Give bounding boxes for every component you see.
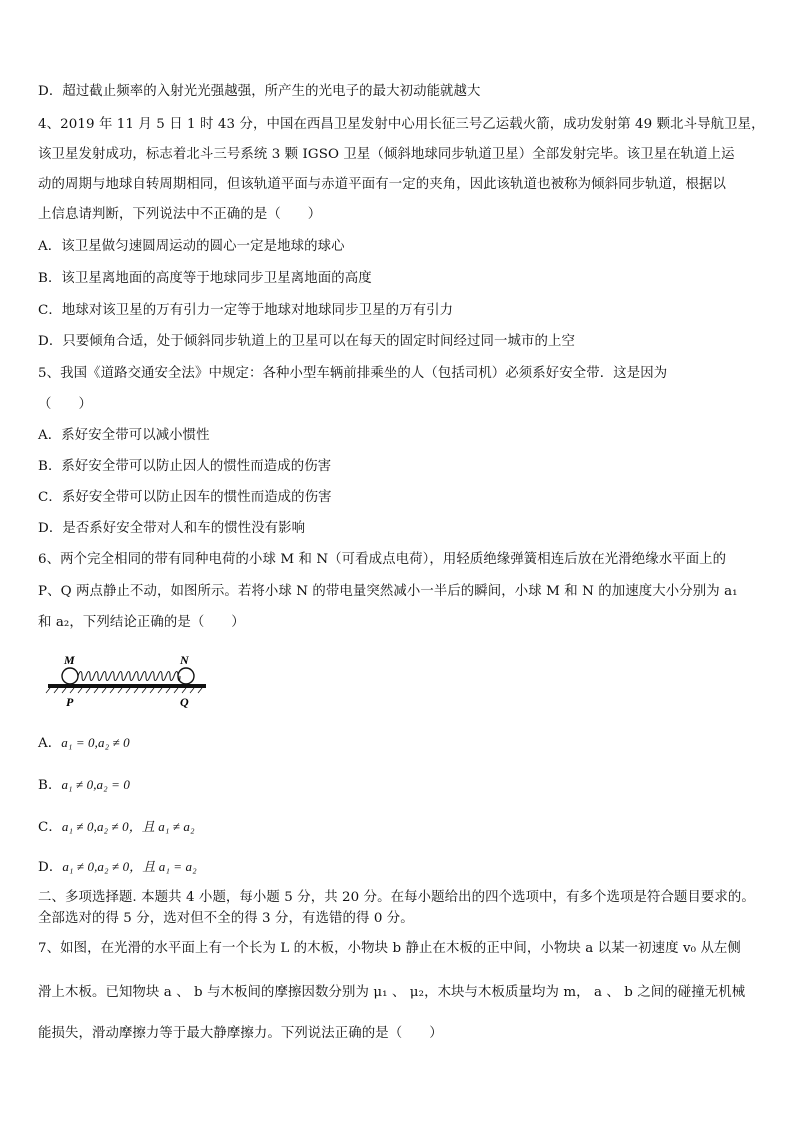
q5-stem-line1: 5、我国《道路交通安全法》中规定：各种小型车辆前排乘坐的人（包括司机）必须系好安全带．这是因为: [38, 366, 668, 381]
q7-stem-line2: 滑上木板。已知物块 a 、 b 与木板间的摩擦因数分别为 μ₁ 、 μ₂，木块与木板质量均为 m， a 、 b 之间的碰撞无机械: [38, 985, 746, 1000]
option-formula: a₁ ≠ 0,a₂ ≠ 0，且 a₁ ≠ a₂: [61, 819, 195, 834]
q4-stem-line3: 动的周期与地球自转周期相同，但该轨道平面与赤道平面有一定的夹角，因此该轨道也被称为倾斜同步轨道，根据以: [38, 177, 727, 192]
option-formula: a₁ = 0,a₂ ≠ 0: [61, 735, 130, 750]
q4-option-c: C．地球对该卫星的万有引力一定等于地球对地球同步卫星的万有引力: [38, 303, 454, 318]
option-letter: D．: [38, 860, 63, 875]
section-heading-line2: 全部选对的得 5 分，选对但不全的得 3 分，有选错的得 0 分。: [38, 911, 414, 926]
q4-stem-line2: 该卫星发射成功，标志着北斗三号系统 3 颗 IGSO 卫星（倾斜地球同步轨道卫星）全部发射完毕。该卫星在轨道上运: [38, 147, 735, 162]
q6-option-b: [38, 776, 130, 795]
q6-stem-line2: P、Q 两点静止不动，如图所示。若将小球 N 的带电量突然减小一半后的瞬间，小球 M 和 N 的加速度大小分别为 a₁: [38, 584, 738, 599]
q6-option-a: [38, 734, 130, 753]
q4-stem-line4: 上信息请判断，下列说法中不正确的是（ ）: [38, 207, 322, 222]
q5-option-a: A．系好安全带可以减小惯性: [38, 428, 210, 443]
q4-stem-line1: 4、2019 年 11 月 5 日 1 时 43 分，中国在西昌卫星发射中心用长征三号乙运载火箭，成功发射第 49 颗北斗导航卫星，: [38, 117, 765, 132]
q4-option-b: B．该卫星离地面的高度等于地球同步卫星离地面的高度: [38, 271, 372, 286]
q3-option-d: D．超过截止频率的入射光光强越强，所产生的光电子的最大初动能就越大: [38, 84, 481, 99]
label-q: Q: [180, 695, 189, 709]
ball-m: [62, 668, 78, 684]
ground-hatch: [46, 688, 202, 693]
spring-balls-figure: [44, 652, 210, 710]
option-letter: A．: [38, 736, 62, 751]
q5-option-b: B．系好安全带可以防止因人的惯性而造成的伤害: [38, 459, 332, 474]
q5-option-d: D．是否系好安全带对人和车的惯性没有影响: [38, 521, 306, 536]
option-formula: a₁ ≠ 0,a₂ ≠ 0，且 a₁ = a₂: [62, 859, 197, 874]
option-letter: B．: [38, 778, 62, 793]
option-letter: C．: [38, 820, 62, 835]
label-m: M: [64, 653, 75, 667]
label-n: N: [180, 653, 189, 667]
ground-surface: [48, 684, 206, 688]
q4-option-a: A．该卫星做匀速圆周运动的圆心一定是地球的球心: [38, 239, 345, 254]
q5-option-c: C．系好安全带可以防止因车的惯性而造成的伤害: [38, 490, 332, 505]
q4-option-d: D．只要倾角合适，处于倾斜同步轨道上的卫星可以在每天的固定时间经过同一城市的上空: [38, 334, 575, 349]
option-formula: a₁ ≠ 0,a₂ = 0: [61, 777, 130, 792]
q6-option-d: [38, 858, 197, 877]
q7-stem-line3: 能损失，滑动摩擦力等于最大静摩擦力。下列说法正确的是（ ）: [38, 1026, 443, 1041]
spring: [78, 672, 180, 681]
label-p: P: [66, 695, 74, 709]
q5-stem-line2: （ ）: [38, 397, 92, 412]
q6-stem-line1: 6、两个完全相同的带有同种电荷的小球 M 和 N（可看成点电荷），用轻质绝缘弹簧相连后放在光滑绝缘水平面上的: [38, 552, 727, 567]
section-heading-line1: 二、多项选择题. 本题共 4 小题，每小题 5 分，共 20 分。在每小题给出的四个选项中，有多个选项是符合题目要求的。: [38, 890, 755, 905]
q6-stem-line3: 和 a₂，下列结论正确的是（ ）: [38, 615, 245, 630]
q6-option-c: [38, 818, 195, 837]
q7-stem-line1: 7、如图，在光滑的水平面上有一个长为 L 的木板，小物块 b 静止在木板的正中间，小物块 a 以某一初速度 v₀ 从左侧: [38, 941, 741, 956]
